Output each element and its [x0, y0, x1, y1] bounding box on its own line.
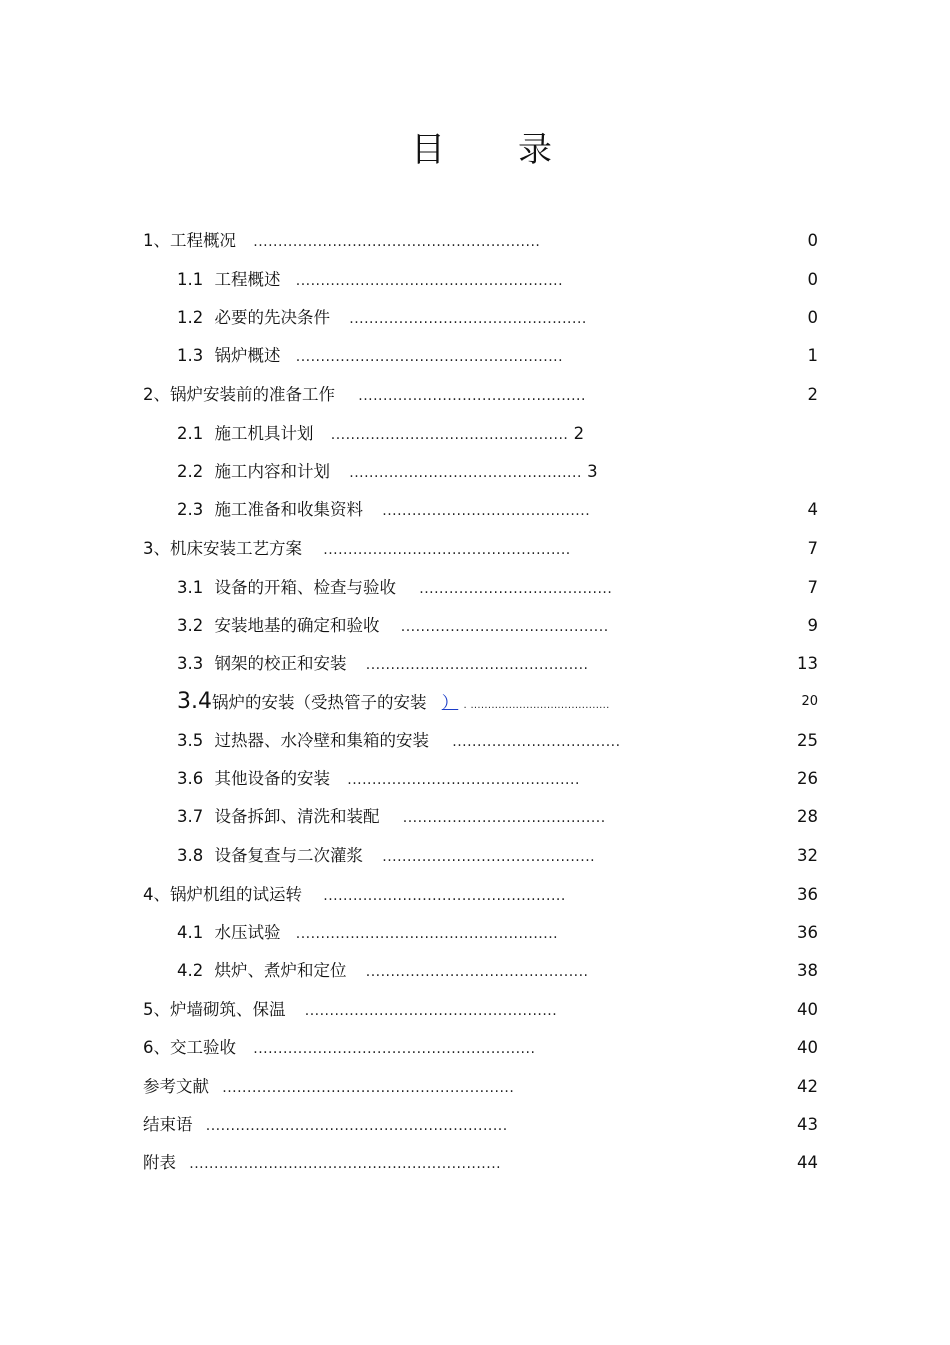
toc-entry-page: 40 — [797, 1000, 818, 1019]
toc-entry-page: 44 — [797, 1153, 818, 1172]
toc-leader-dots: . ........................................ — [463, 700, 610, 711]
toc-leader-dots: .............................................. — [358, 388, 586, 404]
toc-leader-dots: ................................................ — [349, 311, 587, 327]
toc-entry-number: 2.3 — [177, 500, 204, 519]
toc-entry-number: 2.1 — [177, 424, 204, 443]
toc-entry-page: 32 — [797, 846, 818, 865]
toc-leader-dots: ..................................................... — [295, 926, 559, 942]
toc-entry[interactable] — [143, 1151, 501, 1175]
toc-entry-page: 13 — [797, 654, 818, 673]
toc-leader-dots: .......................................................... — [253, 234, 541, 250]
toc-entry-label: 结束语 — [143, 1115, 193, 1134]
toc-entry-label: 水压试验 — [214, 923, 281, 942]
toc-entry[interactable] — [143, 229, 540, 253]
toc-entry[interactable] — [177, 498, 590, 522]
toc-entry[interactable] — [143, 537, 571, 561]
toc-leader-dots: ............................................................. — [205, 1118, 508, 1134]
toc-entry[interactable] — [143, 1075, 514, 1099]
toc-entry-page: 7 — [807, 578, 818, 597]
toc-entry-page: 0 — [807, 270, 818, 289]
toc-entry-label: 施工准备和收集资料 — [214, 500, 363, 519]
toc-entry[interactable] — [177, 688, 610, 716]
toc-entry[interactable] — [177, 805, 606, 829]
toc-leader-dots: ........................................... — [382, 849, 596, 865]
toc-entry-label: 设备的开箱、检查与验收 — [214, 578, 396, 597]
toc-entry-page: 36 — [797, 885, 818, 904]
toc-entry-page: 0 — [807, 231, 818, 250]
toc-entry-page: 3 — [587, 462, 598, 481]
toc-entry-number: 5、 — [143, 1000, 170, 1019]
toc-leader-dots: ................................................... — [304, 1003, 558, 1019]
toc-entry[interactable] — [143, 998, 557, 1022]
toc-entry-number: 2.2 — [177, 462, 204, 481]
toc-entry-number: 1.2 — [177, 308, 204, 327]
toc-entry[interactable] — [177, 959, 589, 983]
toc-entry-page: 36 — [797, 923, 818, 942]
toc-entry-label: 工程概述 — [214, 270, 281, 289]
toc-entry[interactable] — [177, 844, 595, 868]
toc-entry-page: 1 — [807, 346, 818, 365]
toc-entry-label: 施工内容和计划 — [214, 462, 330, 481]
toc-entry-number: 3.4 — [177, 689, 212, 714]
toc-entry-number: 1、 — [143, 231, 170, 250]
toc-entry-page: 26 — [797, 769, 818, 788]
toc-entry[interactable] — [177, 921, 558, 945]
toc-entry-page: 20 — [801, 694, 818, 709]
toc-entry-page: 0 — [807, 308, 818, 327]
toc-entry-label: 设备拆卸、清洗和装配 — [214, 807, 380, 826]
toc-leader-dots: .................................. — [452, 734, 621, 750]
toc-entry-label: 施工机具计划 — [214, 424, 314, 443]
toc-entry-label: 其他设备的安装 — [214, 769, 330, 788]
toc-entry-page: 4 — [807, 500, 818, 519]
toc-leader-dots: ............................................. — [365, 964, 589, 980]
toc-leader-dots: ................................................ — [330, 427, 569, 443]
toc-entry-number: 3.5 — [177, 731, 204, 750]
toc-entry[interactable] — [177, 460, 598, 484]
toc-leader-dots: ............................................................... — [189, 1156, 502, 1172]
toc-entry[interactable] — [177, 268, 563, 292]
toc-leader-dots: .......................................... — [382, 503, 591, 519]
title-char-1: 目 — [411, 130, 445, 170]
toc-leader-dots: ............................................... — [347, 772, 580, 788]
toc-entry[interactable] — [143, 883, 566, 907]
toc-entry-number: 3.3 — [177, 654, 204, 673]
toc-entry-label: 机床安装工艺方案 — [170, 539, 302, 558]
toc-entry-number: 4.1 — [177, 923, 204, 942]
toc-entry[interactable] — [177, 306, 587, 330]
toc-entry-page: 43 — [797, 1115, 818, 1134]
toc-entry-number: 4.2 — [177, 961, 204, 980]
toc-leader-dots: ...................................................... — [295, 349, 564, 365]
toc-entry[interactable] — [177, 344, 563, 368]
toc-entry-number: 6、 — [143, 1038, 170, 1057]
toc-entry-number: 4、 — [143, 885, 170, 904]
toc-entry-page: 28 — [797, 807, 818, 826]
toc-entry-page: 2 — [807, 385, 818, 404]
toc-entry-number: 3.6 — [177, 769, 204, 788]
toc-leader-dots: ......................................... — [402, 810, 606, 826]
toc-entry[interactable] — [177, 422, 584, 446]
toc-leader-dots: .................................................. — [323, 542, 571, 558]
toc-entry-label: 必要的先决条件 — [214, 308, 330, 327]
toc-entry[interactable] — [143, 1036, 535, 1060]
toc-entry-label: 过热器、水冷壁和集箱的安装 — [214, 731, 429, 750]
toc-leader-dots: ............................................. — [365, 657, 589, 673]
toc-entry-number: 1.3 — [177, 346, 204, 365]
toc-entry-label: 锅炉的安装（受热管子的安装 — [212, 693, 427, 712]
toc-entry-label: 交工验收 — [170, 1038, 236, 1057]
toc-entry-number: 2、 — [143, 385, 170, 404]
toc-leader-dots: ............................................... — [349, 465, 582, 481]
toc-entry-label: 设备复查与二次灌浆 — [214, 846, 363, 865]
toc-entry-label: 钢架的校正和安装 — [214, 654, 347, 673]
toc-entry[interactable] — [143, 383, 586, 407]
toc-entry-page: 42 — [797, 1077, 818, 1096]
toc-entry-label: 工程概况 — [170, 231, 236, 250]
toc-leader-dots: ....................................... — [419, 581, 613, 597]
toc-entry-number: 3.7 — [177, 807, 204, 826]
toc-entry-page: 2 — [573, 424, 585, 443]
toc-entry-label: 安装地基的确定和验收 — [214, 616, 380, 635]
toc-entry[interactable] — [177, 652, 589, 676]
toc-entry-number: 3.8 — [177, 846, 204, 865]
toc-entry-page: 38 — [797, 961, 818, 980]
toc-entry-number: 3、 — [143, 539, 170, 558]
toc-entry-label: 炉墙砌筑、保温 — [170, 1000, 286, 1019]
toc-entry[interactable] — [177, 614, 609, 638]
toc-entry-label: 附表 — [143, 1153, 176, 1172]
toc-leader-dots: ...................................................... — [295, 273, 564, 289]
toc-entry-number: 1.1 — [177, 270, 204, 289]
toc-entry-label: 烘炉、煮炉和定位 — [214, 961, 347, 980]
toc-entry[interactable] — [177, 576, 612, 600]
toc-entry[interactable] — [177, 767, 580, 791]
toc-leader-dots: ......................................................... — [253, 1041, 536, 1057]
toc-entry-label: 锅炉安装前的准备工作 — [170, 385, 335, 404]
toc-entry-page: 7 — [807, 539, 818, 558]
toc-entry-number: 3.1 — [177, 578, 204, 597]
toc-leader-dots: .......................................... — [400, 619, 609, 635]
toc-entry-link[interactable]: ） — [441, 693, 459, 712]
toc-leader-dots: ................................................. — [323, 888, 566, 904]
toc-entry-page: 25 — [797, 731, 818, 750]
toc-entry-page: 9 — [807, 616, 818, 635]
toc-entry-label: 参考文献 — [143, 1077, 209, 1096]
toc-entry-label: 锅炉概述 — [214, 346, 281, 365]
toc-entry[interactable] — [177, 729, 621, 753]
title-char-2: 录 — [518, 130, 552, 170]
toc-entry-page: 40 — [797, 1038, 818, 1057]
toc-entry[interactable] — [143, 1113, 508, 1137]
toc-entry-label: 锅炉机组的试运转 — [170, 885, 302, 904]
toc-entry-number: 3.2 — [177, 616, 204, 635]
toc-leader-dots: ........................................................... — [222, 1080, 515, 1096]
